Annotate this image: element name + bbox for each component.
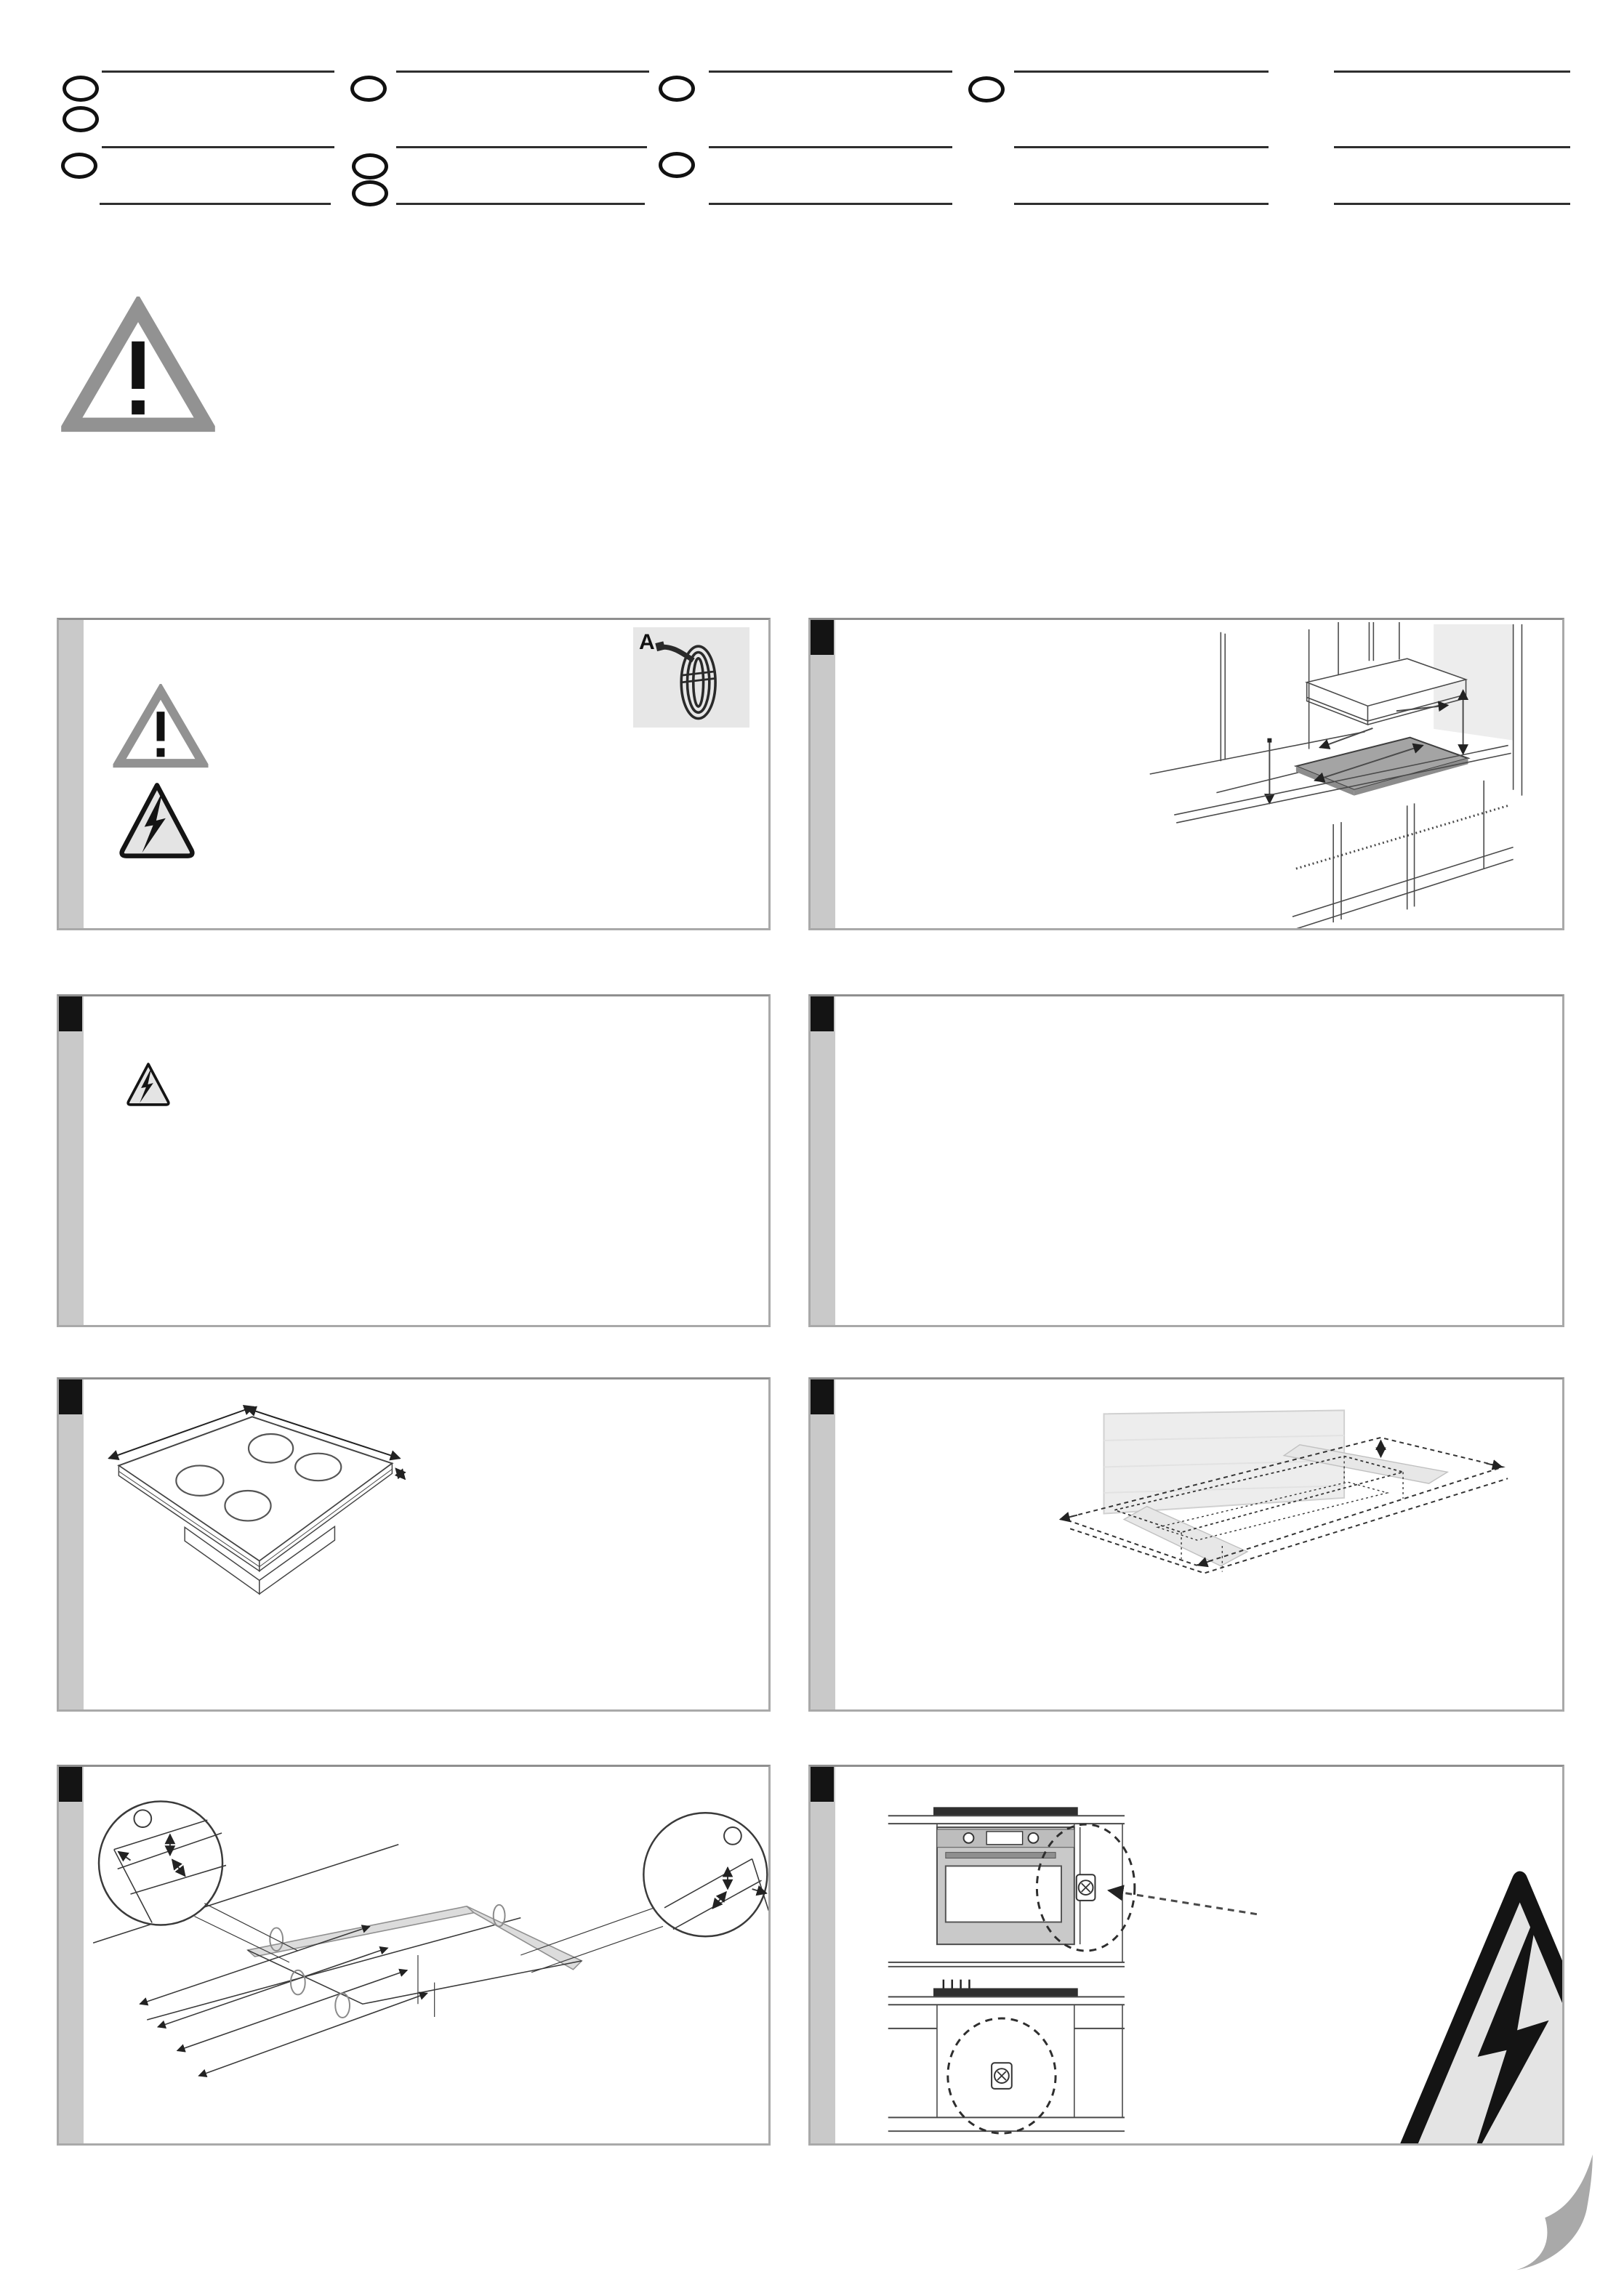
bullet-icon [968, 76, 1005, 102]
redacted-line [102, 146, 334, 148]
warning-triangle-icon [111, 684, 210, 771]
panel-blank-note [808, 994, 1564, 1327]
panel-symbols-and-cable [57, 618, 771, 930]
redacted-line [102, 71, 334, 73]
page-curl-icon [1483, 2150, 1602, 2273]
redacted-line [1014, 146, 1269, 148]
electric-shock-triangle-icon [126, 1058, 171, 1111]
redacted-line [1014, 203, 1269, 205]
panel-hood-clearance [808, 618, 1564, 930]
electric-shock-triangle-icon [114, 781, 200, 860]
redacted-line [1334, 71, 1570, 73]
redacted-line [709, 71, 952, 73]
panel-socket-position [808, 1765, 1564, 2146]
redacted-line [1014, 71, 1269, 73]
supplied-cable-figure [633, 627, 749, 728]
panel-side-strip [811, 996, 835, 1325]
redacted-line [396, 71, 649, 73]
panel-side-strip [59, 996, 84, 1325]
bullet-icon [659, 152, 695, 178]
redacted-line [396, 203, 645, 205]
panel-hob-dimensions [57, 1377, 771, 1712]
redacted-line [709, 203, 952, 205]
bullet-icon [63, 106, 99, 132]
worktop-cutout-drawing [811, 1379, 1562, 1709]
redacted-line [1334, 146, 1570, 148]
panel-worktop-cutout [808, 1377, 1564, 1712]
bullet-icon [350, 76, 387, 102]
panel-cutout-detail [57, 1765, 771, 2146]
hood-clearance-drawing [811, 620, 1562, 928]
section-badge [811, 996, 834, 1031]
bullet-icon [659, 76, 695, 102]
panel-side-strip [59, 620, 84, 928]
redacted-line [396, 146, 647, 148]
section-badge [59, 996, 82, 1031]
cutout-detail-drawing [59, 1767, 768, 2143]
panel-electrical-note [57, 994, 771, 1327]
redacted-line [709, 146, 952, 148]
bullet-icon [61, 153, 97, 179]
redacted-line [100, 203, 331, 205]
bullet-icon [63, 76, 99, 102]
bullet-icon [352, 153, 388, 180]
warning-triangle-icon [61, 297, 215, 438]
figure-label-a: A [639, 630, 655, 654]
hob-dimensions-drawing [59, 1379, 768, 1709]
redacted-line [1334, 203, 1570, 205]
bullet-icon [352, 180, 388, 206]
socket-position-drawing [811, 1767, 1562, 2143]
